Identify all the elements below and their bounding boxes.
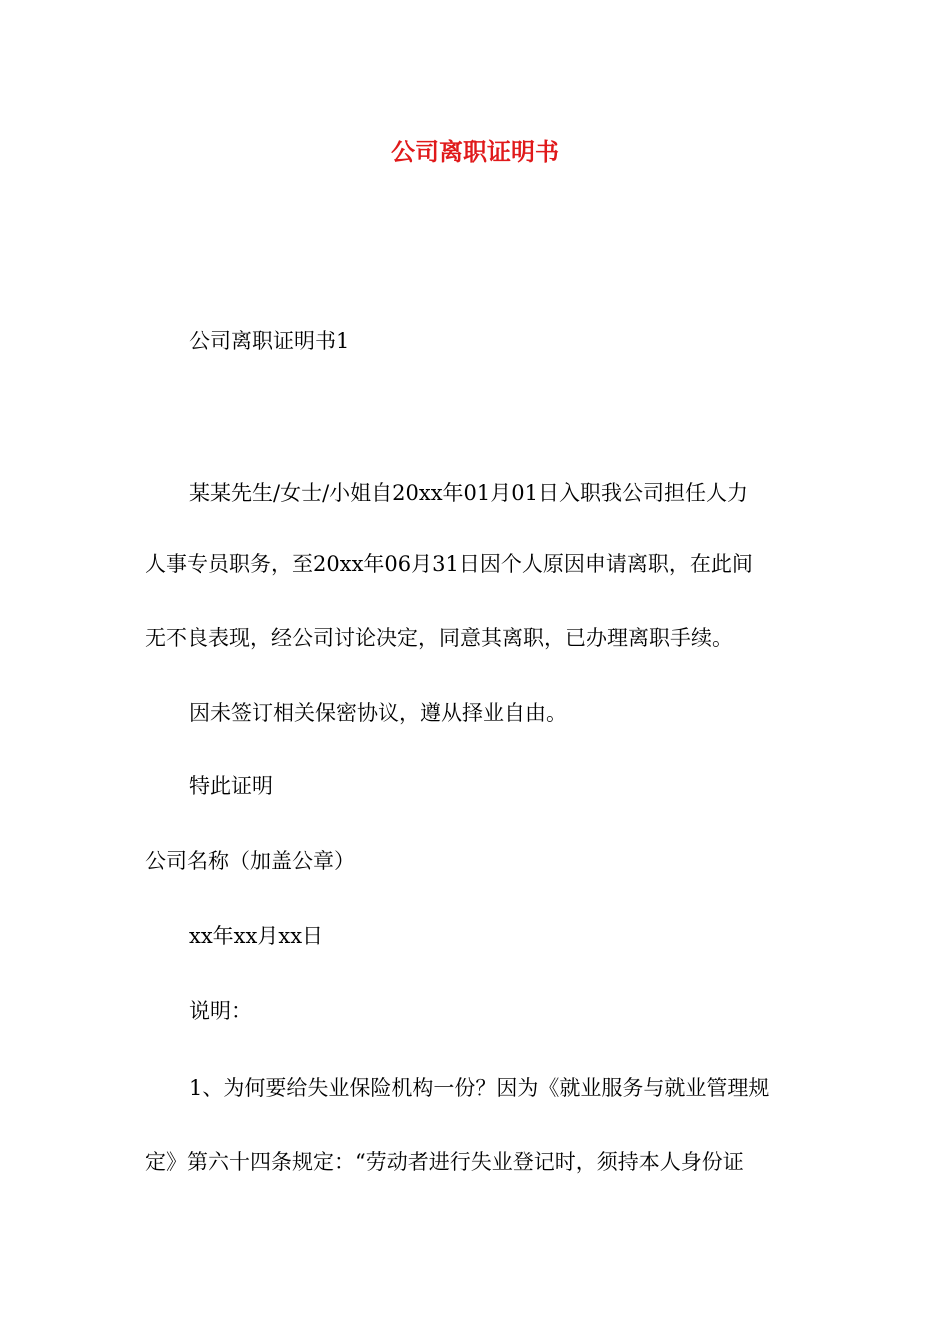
date-line: xx年xx月xx日 bbox=[189, 924, 324, 948]
company-name-line: 公司名称（加盖公章） bbox=[145, 849, 355, 873]
notes-heading: 说明： bbox=[189, 999, 252, 1023]
document-title: 公司离职证明书 bbox=[391, 137, 559, 166]
note-line: 定》第六十四条规定：“劳动者进行失业登记时，须持本人身份证 bbox=[145, 1150, 744, 1174]
body-line: 因未签订相关保密协议，遵从择业自由。 bbox=[189, 701, 567, 725]
closing-statement: 特此证明 bbox=[189, 774, 273, 798]
body-line: 人事专员职务，至20xx年06月31日因个人原因申请离职，在此间 bbox=[145, 552, 753, 576]
section-heading: 公司离职证明书1 bbox=[189, 329, 350, 353]
body-line: 无不良表现，经公司讨论决定，同意其离职，已办理离职手续。 bbox=[145, 626, 733, 650]
body-line: 某某先生/女士/小姐自20xx年01月01日入职我公司担任人力 bbox=[189, 481, 748, 505]
note-line: 1、为何要给失业保险机构一份？因为《就业服务与就业管理规 bbox=[189, 1076, 770, 1100]
